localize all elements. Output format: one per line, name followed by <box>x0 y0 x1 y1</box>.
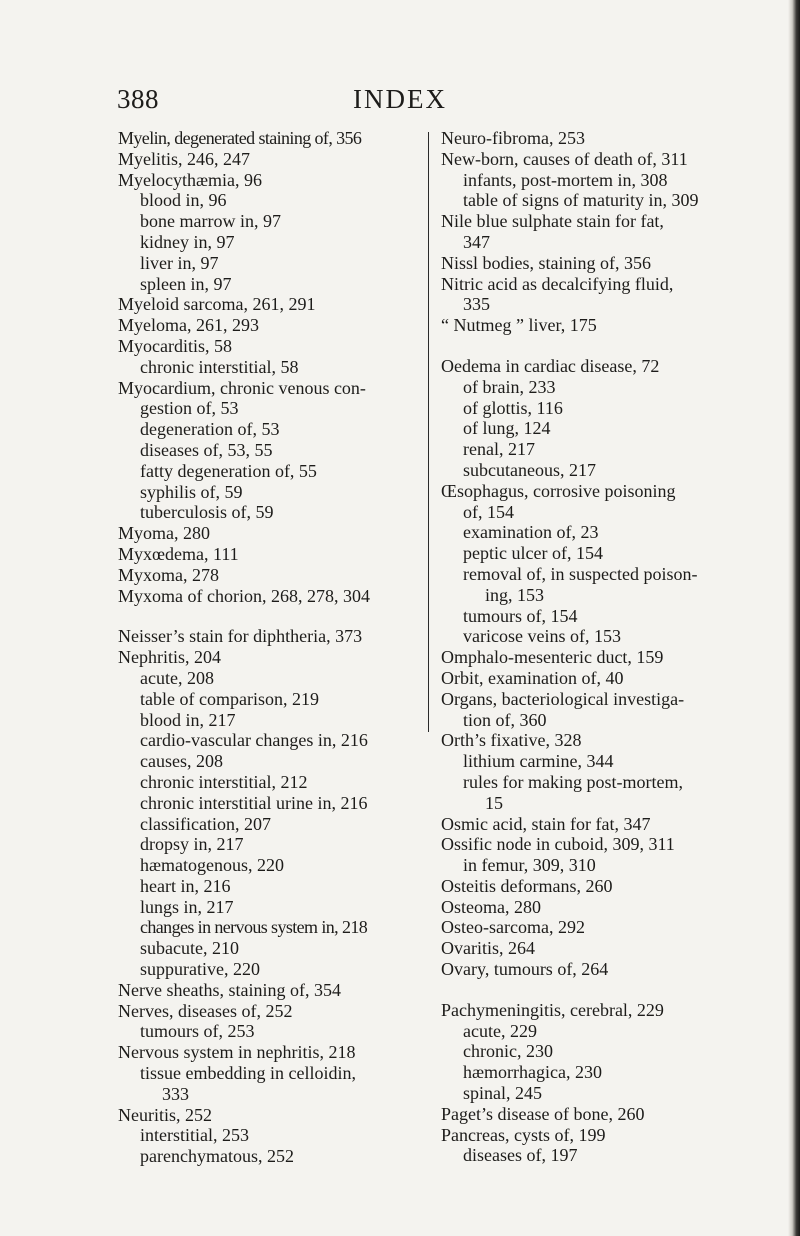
index-entry: Myelin, degenerated staining of, 356 <box>118 128 362 148</box>
index-subentry: blood in, 217 <box>140 709 236 730</box>
index-subentry: in femur, 309, 310 <box>463 855 596 876</box>
index-subentry: lungs in, 217 <box>140 896 234 917</box>
index-entry: Myeloma, 261, 293 <box>118 315 259 336</box>
index-entry: Osteoma, 280 <box>441 896 541 917</box>
index-entry: Omphalo-mesenteric duct, 159 <box>441 647 664 668</box>
index-subentry: interstitial, 253 <box>140 1125 249 1146</box>
index-subentry: lithium carmine, 344 <box>463 751 614 772</box>
index-entry: Nerves, diseases of, 252 <box>118 1000 293 1021</box>
index-subentry: suppurative, 220 <box>140 959 260 980</box>
index-entry: Myocardium, chronic venous con- <box>118 377 366 398</box>
index-entry: “ Nutmeg ” liver, 175 <box>441 315 597 336</box>
column-divider <box>428 132 429 732</box>
index-entry: Pancreas, cysts of, 199 <box>441 1124 606 1145</box>
index-group <box>118 128 443 606</box>
index-subentry: classification, 207 <box>140 813 271 834</box>
index-subentry: ing, 153 <box>485 584 545 605</box>
index-entry: Ossific node in cuboid, 309, 311 <box>441 834 675 855</box>
index-entry: Neuritis, 252 <box>118 1104 212 1125</box>
index-subentry: kidney in, 97 <box>140 231 235 252</box>
page-header <box>0 84 780 124</box>
index-subentry: tion of, 360 <box>463 709 547 730</box>
index-subentry: diseases of, 53, 55 <box>140 439 273 460</box>
index-subentry: 335 <box>463 294 490 315</box>
index-subentry: spinal, 245 <box>463 1083 542 1104</box>
index-group <box>441 128 791 336</box>
index-subentry: hæmatogenous, 220 <box>140 855 284 876</box>
index-subentry: renal, 217 <box>463 439 535 460</box>
index-subentry: fatty degeneration of, 55 <box>140 460 317 481</box>
index-entry: Ovaritis, 264 <box>441 938 535 959</box>
index-subentry: diseases of, 197 <box>463 1145 578 1166</box>
index-entry: Myoma, 280 <box>118 523 210 544</box>
index-subentry: removal of, in suspected poison- <box>463 563 698 584</box>
index-entry: Orth’s fixative, 328 <box>441 730 582 751</box>
index-subentry: 333 <box>162 1083 189 1104</box>
index-subentry: subacute, 210 <box>140 938 239 959</box>
index-subentry: syphilis of, 59 <box>140 481 243 502</box>
index-entry: Myeloid sarcoma, 261, 291 <box>118 294 316 315</box>
index-entry: Nitric acid as decalcifying fluid, <box>441 273 674 294</box>
index-subentry: gestion of, 53 <box>140 398 239 419</box>
index-entry: Oedema in cardiac disease, 72 <box>441 355 660 376</box>
index-entry: Œsophagus, corrosive poisoning <box>441 480 676 501</box>
index-entry: Nervous system in nephritis, 218 <box>118 1042 356 1063</box>
index-subentry: chronic interstitial urine in, 216 <box>140 792 368 813</box>
index-column-left <box>118 128 443 1167</box>
index-entry: Myocarditis, 58 <box>118 335 232 356</box>
index-entry: Nissl bodies, staining of, 356 <box>441 252 651 273</box>
index-entry: Neuro-fibroma, 253 <box>441 128 585 148</box>
index-entry: New-born, causes of death of, 311 <box>441 148 688 169</box>
index-subentry: table of signs of maturity in, 309 <box>463 190 699 211</box>
index-entry: Organs, bacteriological investiga- <box>441 688 685 709</box>
index-entry: Nerve sheaths, staining of, 354 <box>118 979 341 1000</box>
index-entry: Osmic acid, stain for fat, 347 <box>441 813 651 834</box>
page-edge-shadow <box>788 0 800 1236</box>
index-entry: Myxoma, 278 <box>118 564 219 585</box>
index-entry: Ovary, tumours of, 264 <box>441 959 609 980</box>
index-subentry: subcutaneous, 217 <box>463 459 596 480</box>
index-subentry: degeneration of, 53 <box>140 419 280 440</box>
index-entry: Osteo-sarcoma, 292 <box>441 917 585 938</box>
index-entry: Myxœdema, 111 <box>118 543 239 564</box>
index-subentry: of brain, 233 <box>463 376 556 397</box>
index-subentry: changes in nervous system in, 218 <box>140 917 368 938</box>
index-subentry: peptic ulcer of, 154 <box>463 543 603 564</box>
index-entry: Orbit, examination of, 40 <box>441 667 624 688</box>
index-entry: Neisser’s stain for diphtheria, 373 <box>118 626 363 647</box>
index-subentry: spleen in, 97 <box>140 273 232 294</box>
index-subentry: rules for making post-mortem, <box>463 771 683 792</box>
index-entry: Myelocythæmia, 96 <box>118 169 262 190</box>
index-entry: Paget’s disease of bone, 260 <box>441 1103 645 1124</box>
index-subentry: of lung, 124 <box>463 418 551 439</box>
index-group <box>441 1000 791 1166</box>
index-subentry: infants, post-mortem in, 308 <box>463 169 668 190</box>
page-number: 388 <box>117 84 159 114</box>
index-subentry: hæmorrhagica, 230 <box>463 1062 602 1083</box>
index-subentry: tumours of, 154 <box>463 605 578 626</box>
index-subentry: of glottis, 116 <box>463 397 563 418</box>
index-subentry: tissue embedding in celloidin, <box>140 1063 356 1084</box>
index-group <box>118 626 443 1167</box>
index-subentry: chronic interstitial, 212 <box>140 771 308 792</box>
index-subentry: acute, 229 <box>463 1020 537 1041</box>
index-subentry: table of comparison, 219 <box>140 688 319 709</box>
index-subentry: liver in, 97 <box>140 252 219 273</box>
page-title: INDEX <box>353 84 447 114</box>
index-subentry: cardio-vascular changes in, 216 <box>140 730 368 751</box>
index-entry: Nile blue sulphate stain for fat, <box>441 211 664 232</box>
index-subentry: tumours of, 253 <box>140 1021 255 1042</box>
index-subentry: bone marrow in, 97 <box>140 211 281 232</box>
index-subentry: chronic interstitial, 58 <box>140 356 299 377</box>
index-column-right <box>441 128 791 1166</box>
index-subentry: 347 <box>463 231 490 252</box>
index-subentry: of, 154 <box>463 501 514 522</box>
index-subentry: examination of, 23 <box>463 522 599 543</box>
index-subentry: blood in, 96 <box>140 190 227 211</box>
index-entry: Nephritis, 204 <box>118 647 221 668</box>
index-subentry: causes, 208 <box>140 751 223 772</box>
index-subentry: acute, 208 <box>140 667 214 688</box>
index-subentry: dropsy in, 217 <box>140 834 244 855</box>
index-entry: Myelitis, 246, 247 <box>118 148 251 169</box>
index-subentry: 15 <box>485 792 503 813</box>
index-subentry: parenchymatous, 252 <box>140 1146 294 1167</box>
index-subentry: chronic, 230 <box>463 1041 553 1062</box>
index-subentry: heart in, 216 <box>140 875 231 896</box>
index-subentry: tuberculosis of, 59 <box>140 502 274 523</box>
index-entry: Pachymeningitis, cerebral, 229 <box>441 999 664 1020</box>
index-entry: Osteitis deformans, 260 <box>441 875 613 896</box>
index-group <box>441 356 791 980</box>
index-entry: Myxoma of chorion, 268, 278, 304 <box>118 585 370 606</box>
index-subentry: varicose veins of, 153 <box>463 626 621 647</box>
